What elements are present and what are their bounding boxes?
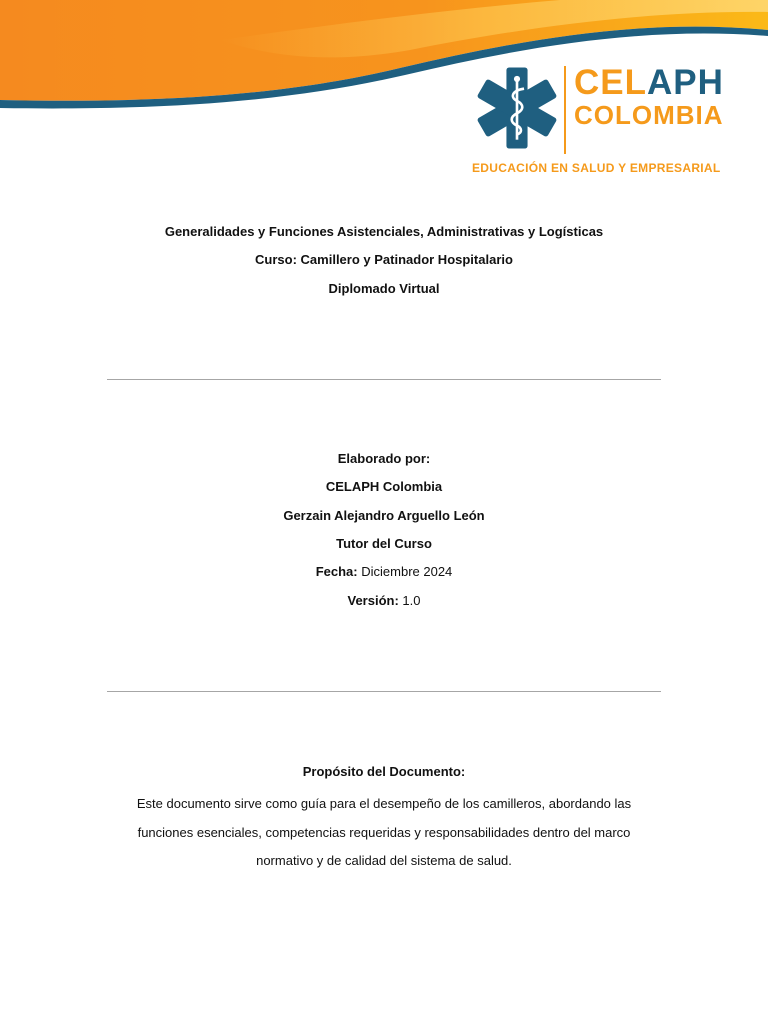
version-label: Versión:	[347, 593, 399, 608]
version-value: 1.0	[402, 593, 421, 608]
prepared-by-label: Elaborado por:	[337, 451, 431, 466]
course-name: Curso: Camillero y Patinador Hospitalario	[255, 252, 513, 267]
date-value: Diciembre 2024	[361, 564, 453, 579]
author-name: Gerzain Alejandro Arguello León	[283, 508, 485, 523]
organization-name: CELAPH Colombia	[325, 479, 443, 494]
author-role: Tutor del Curso	[336, 536, 432, 551]
date-line	[0, 563, 768, 581]
logo-name-part1: CEL	[574, 63, 647, 102]
document-title: Generalidades y Funciones Asistenciales, Administrativas y Logísticas	[164, 224, 604, 239]
date-label: Fecha:	[315, 564, 358, 579]
logo-divider	[564, 66, 566, 154]
section-divider-2	[107, 691, 661, 692]
logo-country: COLOMBIA	[574, 100, 724, 130]
celaph-logo	[470, 62, 730, 182]
purpose-heading: Propósito del Documento:	[302, 764, 466, 779]
logo-name	[574, 64, 724, 102]
purpose-text: Este documento sirve como guía para el desempeño de los camilleros, abordando las funciones esenciales, competencias requeridas y responsabilidades dentro del marco normativo y de calidad del sistema de salud.	[136, 796, 632, 868]
version-line	[0, 592, 768, 610]
logo-name-part2: APH	[647, 63, 724, 102]
section-divider-1	[107, 379, 661, 380]
star-of-life-icon	[473, 64, 561, 152]
logo-tagline: EDUCACIÓN EN SALUD Y EMPRESARIAL	[472, 161, 721, 175]
program-type: Diplomado Virtual	[328, 281, 440, 296]
